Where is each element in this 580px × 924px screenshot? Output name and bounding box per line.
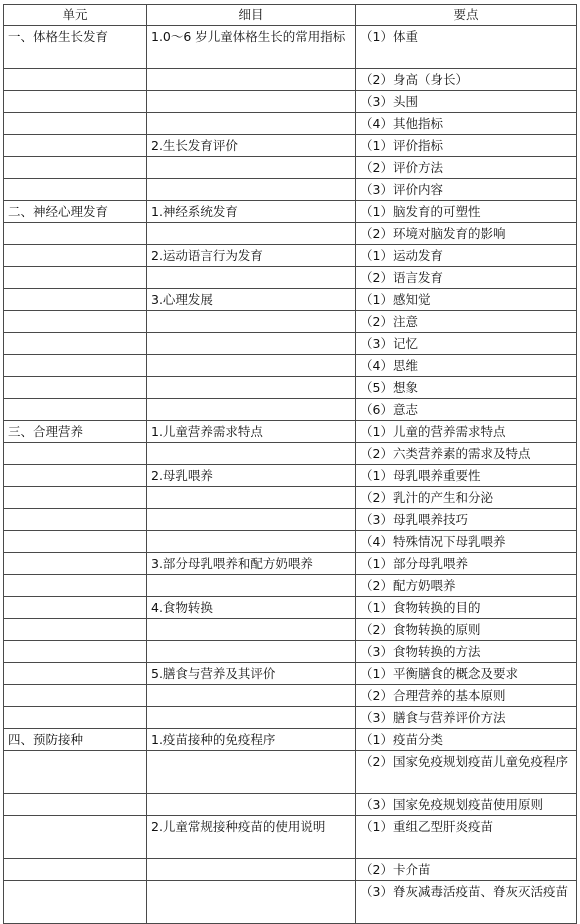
- cell-unit: [4, 311, 147, 333]
- cell-unit: [4, 575, 147, 597]
- cell-unit: [4, 641, 147, 663]
- cell-detail: [147, 311, 356, 333]
- cell-detail: [147, 859, 356, 881]
- cell-unit: [4, 663, 147, 685]
- table-row: [4, 685, 577, 707]
- cell-key-point: （2）身高（身长）: [356, 69, 577, 91]
- table-row: [4, 399, 577, 421]
- cell-detail: [147, 267, 356, 289]
- cell-key-point: （4）思维: [356, 355, 577, 377]
- cell-unit: [4, 267, 147, 289]
- cell-unit: 三、合理营养: [4, 421, 147, 443]
- table-row: [4, 641, 577, 663]
- cell-key-point: （3）食物转换的方法: [356, 641, 577, 663]
- cell-detail: [147, 509, 356, 531]
- table-row: [4, 157, 577, 179]
- cell-key-point: （2）国家免疫规划疫苗儿童免疫程序: [356, 751, 577, 794]
- cell-key-point: （2）配方奶喂养: [356, 575, 577, 597]
- syllabus-table-container: [3, 4, 577, 924]
- cell-key-point: （3）母乳喂养技巧: [356, 509, 577, 531]
- table-body: [4, 26, 577, 924]
- cell-detail: [147, 157, 356, 179]
- cell-key-point: （4）其他指标: [356, 113, 577, 135]
- table-row: [4, 289, 577, 311]
- cell-unit: [4, 597, 147, 619]
- cell-key-point: （1）部分母乳喂养: [356, 553, 577, 575]
- cell-detail: [147, 881, 356, 924]
- cell-unit: [4, 619, 147, 641]
- cell-key-point: （2）环境对脑发育的影响: [356, 223, 577, 245]
- cell-detail: [147, 685, 356, 707]
- cell-detail: [147, 333, 356, 355]
- cell-key-point: （1）母乳喂养重要性: [356, 465, 577, 487]
- cell-detail: [147, 487, 356, 509]
- cell-key-point: （1）食物转换的目的: [356, 597, 577, 619]
- table-row: [4, 355, 577, 377]
- cell-key-point: （1）平衡膳食的概念及要求: [356, 663, 577, 685]
- table-row: [4, 465, 577, 487]
- cell-key-point: （1）儿童的营养需求特点: [356, 421, 577, 443]
- table-row: [4, 509, 577, 531]
- cell-key-point: （3）国家免疫规划疫苗使用原则: [356, 794, 577, 816]
- table-row: [4, 816, 577, 859]
- cell-detail: 3.部分母乳喂养和配方奶喂养: [147, 553, 356, 575]
- table-row: [4, 245, 577, 267]
- table-row: [4, 751, 577, 794]
- table-row: [4, 179, 577, 201]
- cell-unit: [4, 443, 147, 465]
- table-row: [4, 311, 577, 333]
- cell-unit: [4, 91, 147, 113]
- cell-unit: [4, 531, 147, 553]
- table-row: [4, 421, 577, 443]
- cell-unit: 二、神经心理发育: [4, 201, 147, 223]
- cell-detail: [147, 223, 356, 245]
- cell-key-point: （1）体重: [356, 26, 577, 69]
- cell-key-point: （1）疫苗分类: [356, 729, 577, 751]
- cell-key-point: （5）想象: [356, 377, 577, 399]
- table-row: [4, 135, 577, 157]
- header-detail: 细目: [147, 5, 356, 26]
- table-row: [4, 794, 577, 816]
- cell-key-point: （3）评价内容: [356, 179, 577, 201]
- cell-unit: [4, 707, 147, 729]
- cell-detail: [147, 377, 356, 399]
- cell-key-point: （2）评价方法: [356, 157, 577, 179]
- cell-detail: 1.神经系统发育: [147, 201, 356, 223]
- header-key-points: 要点: [356, 5, 577, 26]
- table-row: [4, 881, 577, 924]
- table-row: [4, 91, 577, 113]
- cell-detail: 2.运动语言行为发育: [147, 245, 356, 267]
- syllabus-table: [3, 4, 577, 924]
- cell-unit: [4, 179, 147, 201]
- cell-detail: 2.生长发育评价: [147, 135, 356, 157]
- cell-unit: [4, 399, 147, 421]
- cell-unit: 四、预防接种: [4, 729, 147, 751]
- cell-key-point: （1）运动发育: [356, 245, 577, 267]
- cell-unit: [4, 289, 147, 311]
- cell-unit: [4, 223, 147, 245]
- table-row: [4, 553, 577, 575]
- cell-detail: 1.0～6 岁儿童体格生长的常用指标: [147, 26, 356, 69]
- cell-detail: [147, 751, 356, 794]
- cell-detail: [147, 69, 356, 91]
- cell-detail: [147, 794, 356, 816]
- cell-key-point: （3）头围: [356, 91, 577, 113]
- cell-detail: [147, 641, 356, 663]
- table-row: [4, 663, 577, 685]
- cell-detail: 3.心理发展: [147, 289, 356, 311]
- cell-key-point: （3）膳食与营养评价方法: [356, 707, 577, 729]
- cell-unit: [4, 245, 147, 267]
- cell-key-point: （3）脊灰减毒活疫苗、脊灰灭活疫苗: [356, 881, 577, 924]
- table-row: [4, 201, 577, 223]
- cell-unit: [4, 135, 147, 157]
- cell-key-point: （2）六类营养素的需求及特点: [356, 443, 577, 465]
- cell-key-point: （1）重组乙型肝炎疫苗: [356, 816, 577, 859]
- cell-unit: [4, 816, 147, 859]
- cell-detail: 1.儿童营养需求特点: [147, 421, 356, 443]
- cell-unit: [4, 355, 147, 377]
- header-row: [4, 5, 577, 26]
- cell-detail: [147, 179, 356, 201]
- table-row: [4, 267, 577, 289]
- cell-detail: [147, 355, 356, 377]
- table-row: [4, 597, 577, 619]
- cell-key-point: （2）食物转换的原则: [356, 619, 577, 641]
- cell-detail: [147, 619, 356, 641]
- table-row: [4, 113, 577, 135]
- cell-key-point: （3）记忆: [356, 333, 577, 355]
- cell-detail: 2.母乳喂养: [147, 465, 356, 487]
- table-row: [4, 729, 577, 751]
- cell-detail: [147, 399, 356, 421]
- cell-key-point: （1）脑发育的可塑性: [356, 201, 577, 223]
- table-row: [4, 707, 577, 729]
- cell-unit: [4, 859, 147, 881]
- cell-key-point: （4）特殊情况下母乳喂养: [356, 531, 577, 553]
- cell-detail: 5.膳食与营养及其评价: [147, 663, 356, 685]
- cell-detail: [147, 707, 356, 729]
- cell-key-point: （1）感知觉: [356, 289, 577, 311]
- table-row: [4, 69, 577, 91]
- cell-key-point: （2）注意: [356, 311, 577, 333]
- cell-unit: [4, 465, 147, 487]
- cell-detail: 2.儿童常规接种疫苗的使用说明: [147, 816, 356, 859]
- table-row: [4, 333, 577, 355]
- cell-key-point: （2）合理营养的基本原则: [356, 685, 577, 707]
- cell-detail: 1.疫苗接种的免疫程序: [147, 729, 356, 751]
- cell-key-point: （2）语言发育: [356, 267, 577, 289]
- cell-unit: [4, 157, 147, 179]
- cell-detail: [147, 531, 356, 553]
- cell-detail: [147, 443, 356, 465]
- table-row: [4, 859, 577, 881]
- table-row: [4, 619, 577, 641]
- table-row: [4, 223, 577, 245]
- cell-unit: 一、体格生长发育: [4, 26, 147, 69]
- cell-unit: [4, 509, 147, 531]
- cell-key-point: （2）卡介苗: [356, 859, 577, 881]
- cell-unit: [4, 113, 147, 135]
- cell-unit: [4, 487, 147, 509]
- cell-key-point: （1）评价指标: [356, 135, 577, 157]
- cell-detail: [147, 91, 356, 113]
- cell-unit: [4, 685, 147, 707]
- table-row: [4, 26, 577, 69]
- table-row: [4, 377, 577, 399]
- cell-key-point: （2）乳汁的产生和分泌: [356, 487, 577, 509]
- cell-unit: [4, 69, 147, 91]
- cell-detail: [147, 575, 356, 597]
- table-row: [4, 443, 577, 465]
- header-unit: 单元: [4, 5, 147, 26]
- cell-unit: [4, 377, 147, 399]
- cell-key-point: （6）意志: [356, 399, 577, 421]
- table-row: [4, 487, 577, 509]
- cell-unit: [4, 751, 147, 794]
- cell-unit: [4, 333, 147, 355]
- table-header: [4, 5, 577, 26]
- cell-unit: [4, 553, 147, 575]
- cell-unit: [4, 881, 147, 924]
- table-row: [4, 575, 577, 597]
- cell-detail: 4.食物转换: [147, 597, 356, 619]
- cell-detail: [147, 113, 356, 135]
- table-row: [4, 531, 577, 553]
- cell-unit: [4, 794, 147, 816]
